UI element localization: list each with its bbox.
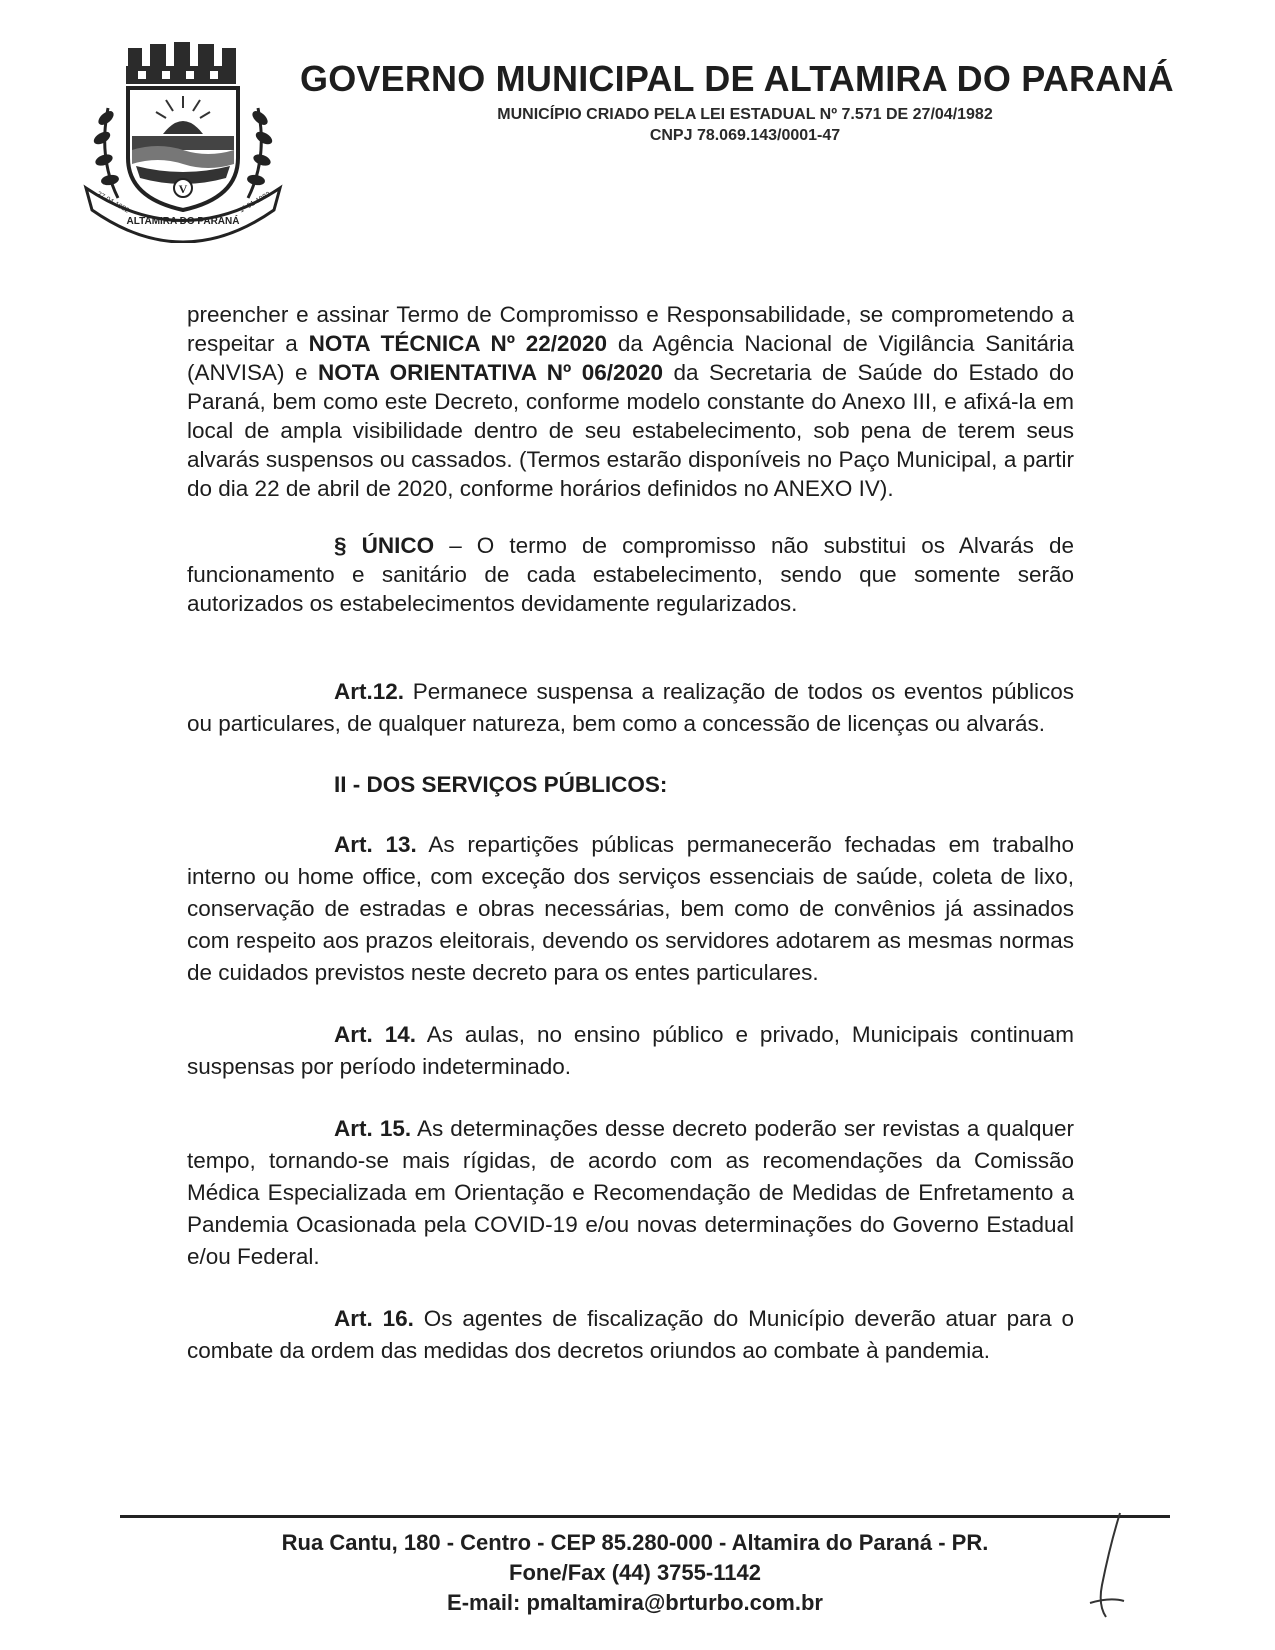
paragraph-unico: § ÚNICO – O termo de compromisso não substitui os Alvarás de funcionamento e sanitário de cada estabelecimento, sendo que somente serão autorizados os estabelecimentos devidamente regularizados. (187, 533, 1074, 616)
article-14: Art. 14. As aulas, no ensino público e privado, Municipais continuam suspensas por período indeterminado. (187, 1022, 1074, 1079)
article-label: Art. 14. (334, 1022, 416, 1047)
paragraph-termo-compromisso: preencher e assinar Termo de Compromisso e Responsabilidade, se comprometendo a respeitar a NOTA TÉCNICA Nº 22/2020 da Agência Nacional de Vigilância Sanitária (ANVISA) e NOTA ORIENTATIVA Nº 06/2020 da Secretaria de Saúde do Estado do Paraná, bem como este Decreto, conforme modelo constante do Anexo III, e afixá-la em local de ampla visibilidade dentro de seu estabelecimento, sob pena de terem seus alvarás suspensos ou cassados. (Termos estarão disponíveis no Paço Municipal, a partir do dia 22 de abril de 2020, conforme horários definidos no ANEXO IV). (187, 302, 1075, 501)
nota-tecnica-ref: NOTA TÉCNICA Nº 22/2020 (308, 331, 608, 356)
article-label: Art.12. (334, 679, 405, 704)
mural-crown-icon (126, 42, 236, 84)
government-title: GOVERNO MUNICIPAL DE ALTAMIRA DO PARANÁ (300, 58, 1174, 99)
svg-text:27-04-1982: 27-04-1982 (95, 190, 131, 215)
svg-text:V: V (178, 182, 188, 196)
footer-phone: Fone/Fax (44) 3755-1142 (509, 1560, 761, 1585)
footer-email: E-mail: pmaltamira@brturbo.com.br (447, 1590, 823, 1615)
article-label: Art. 13. (334, 832, 417, 857)
section-heading-servicos-publicos: II - DOS SERVIÇOS PÚBLICOS: (334, 772, 668, 797)
shield-icon (128, 88, 238, 210)
article-label: Art. 16. (334, 1306, 414, 1331)
cnpj-line: CNPJ 78.069.143/0001-47 (649, 127, 841, 144)
article-12: Art.12. Permanece suspensa a realização de todos os eventos públicos ou particulares, de qualquer natureza, bem como a concessão de licenças ou alvarás. (187, 679, 1074, 736)
handwritten-initial-icon (1080, 1505, 1140, 1625)
article-15: Art. 15. As determinações desse decreto poderão ser revistas a qualquer tempo, tornando-se mais rígidas, de acordo com as recomendações da Comissão Médica Especializada em Orientação e Recomendação de Medidas de Enfretamento a Pandemia Ocasionada pela COVID-19 e/ou novas determinações do Governo Estadual e/ou Federal. (187, 1116, 1074, 1269)
decree-body (187, 300, 1074, 1367)
article-16: Art. 16. Os agentes de fiscalização do Município deverão atuar para o combate da ordem das medidas dos decretos oriundos ao combate à pandemia. (187, 1306, 1075, 1363)
footer-divider (120, 1515, 1170, 1518)
svg-text:ALTAMIRA DO PARANÁ: ALTAMIRA DO PARANÁ (126, 216, 240, 227)
article-13: Art. 13. As repartições públicas permanecerão fechadas em trabalho interno ou home office, com exceção dos serviços essenciais de saúde, coleta de lixo, conservação de estradas e obras necessárias, bem como de convênios já assinados com respeito aos prazos eleitorais, devendo os servidores adotarem as mesmas normas de cuidados previstos neste decreto para os entes particulares. (187, 832, 1074, 985)
article-label: Art. 15. (334, 1116, 412, 1141)
unico-label: § ÚNICO (334, 533, 435, 558)
nota-orientativa-ref: NOTA ORIENTATIVA Nº 06/2020 (317, 360, 664, 385)
footer-address: Rua Cantu, 180 - Centro - CEP 85.280-000 - Altamira do Paraná - PR. (281, 1530, 989, 1555)
municipal-coat-of-arms-icon (78, 38, 288, 243)
municipality-law-line: MUNICÍPIO CRIADO PELA LEI ESTADUAL Nº 7.571 DE 27/04/1982 (497, 106, 993, 123)
svg-text:1º-01-1983: 1º-01-1983 (238, 191, 272, 215)
